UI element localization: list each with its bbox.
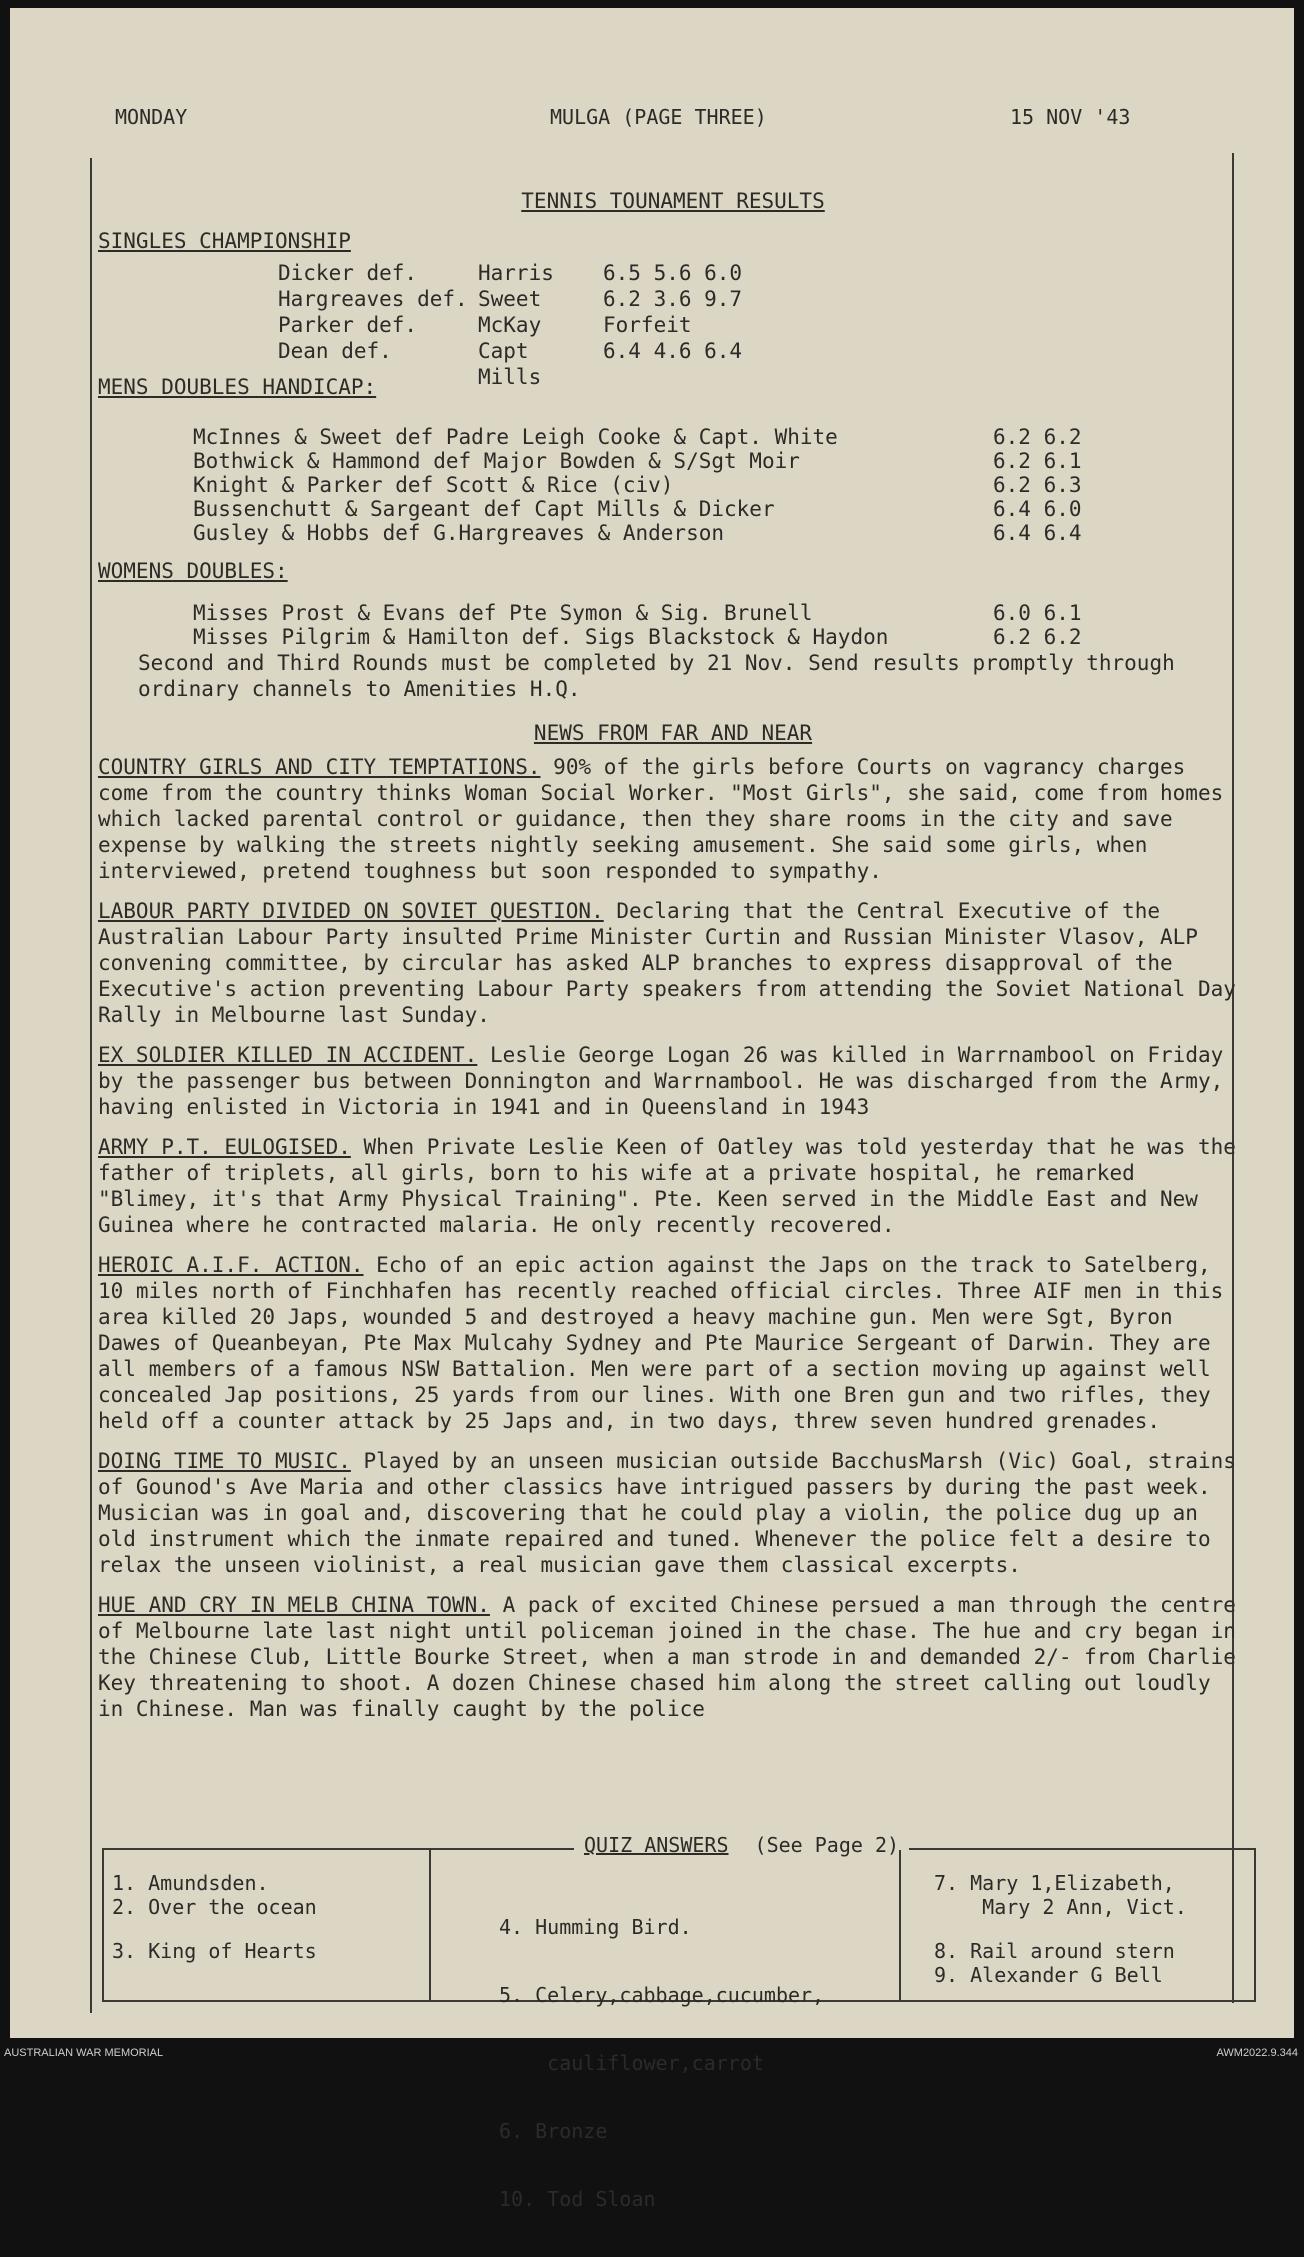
singles-row: Parker def. McKay Forfeit <box>278 313 692 337</box>
news-headline: DOING TIME TO MUSIC. <box>98 1449 351 1473</box>
quiz-divider <box>429 1850 431 2000</box>
mens-row: McInnes & Sweet def Padre Leigh Cooke & Capt. White 6.2 6.2 <box>193 425 1082 449</box>
mens-row: Knight & Parker def Scott & Rice (civ) 6.2 6.3 <box>193 473 1082 497</box>
quiz-column-2 <box>499 1872 824 2256</box>
mens-doubles-list <box>98 424 1248 544</box>
news-headline: EX SOLDIER KILLED IN ACCIDENT. <box>98 1043 478 1067</box>
header-date: 15 NOV '43 <box>1010 105 1131 129</box>
quiz-column-3 <box>934 1872 1187 1988</box>
quiz-answer: 10. Tod Sloan <box>499 2187 656 2211</box>
quiz-answers-box <box>102 1833 1256 2211</box>
news-item: HUE AND CRY IN MELB CHINA TOWN. A pack of excited Chinese persued a man through the centre of Melbourne late last night until policeman joined in the chase. The hue and cry began in the Chinese Club, Little Bourke Street, when a man strode in and demanded 2/- from Charlie Key threatening to shoot. A dozen Chinese chased him along the street calling out loudly in Chinese. Man was finally caught by the police <box>98 1593 1236 1721</box>
quiz-column-1 <box>112 1872 317 1964</box>
quiz-title: QUIZ ANSWERS <box>584 1833 729 1857</box>
news-item: ARMY P.T. EULOGISED. When Private Leslie Keen of Oatley was told yesterday that he was the father of triplets, all girls, born to his wife at a private hospital, he remarked "Blimey, it's that Army Physical Training". Pte. Keen served in the Middle East and New Guinea where he contracted malaria. He only recently recovered. <box>98 1135 1236 1237</box>
quiz-answer: Mary 2 Ann, Vict. <box>934 1895 1187 1919</box>
news-title: NEWS FROM FAR AND NEAR <box>533 721 813 745</box>
news-item: COUNTRY GIRLS AND CITY TEMPTATIONS. 90% of the girls before Courts on vagrancy charges come from the country thinks Woman Social Worker. "Most Girls", she said, come from homes which lacked parental control or guidance, then they share rooms in the city and save expense by walking the streets nightly seeking amusement. She said some girls, when interviewed, pretend toughness but soon responded to sympathy. <box>98 755 1224 883</box>
quiz-answer: 9. Alexander G Bell <box>934 1963 1163 1987</box>
quiz-answer: 6. Bronze <box>499 2119 608 2143</box>
footer-accession: AWM2022.9.344 <box>1216 2047 1298 2059</box>
quiz-answer: cauliflower,carrot <box>499 2051 764 2075</box>
quiz-answer: 1. Amundsden. <box>112 1871 269 1895</box>
quiz-answer: 2. Over the ocean <box>112 1895 317 1919</box>
quiz-answer: 3. King of Hearts <box>112 1939 317 1963</box>
womens-row: Misses Prost & Evans def Pte Symon & Sig. Brunell 6.0 6.1 <box>193 601 1082 625</box>
mens-row: Bothwick & Hammond def Major Bowden & S/Sgt Moir 6.2 6.1 <box>193 449 1082 473</box>
news-headline: COUNTRY GIRLS AND CITY TEMPTATIONS. <box>98 755 541 779</box>
header-title: MULGA (PAGE THREE) <box>550 105 767 129</box>
news-item: HEROIC A.I.F. ACTION. Echo of an epic action against the Japs on the track to Satelberg, 10 miles north of Finchhafen has recently reached official circles. Three AIF men in this area killed 20 Japs, wounded 5 and destroyed a heavy machine gun. Men were Sgt, Byron Dawes of Queanbeyan, Pte Max Mulcahy Sydney and Pte Maurice Sergeant of Darwin. They are all members of a famous NSW Battalion. Men were part of a section moving up against well concealed Jap positions, 25 yards from our lines. With one Bren gun and two rifles, they held off a counter attack by 25 Japs and, in two days, threw seven hundred grenades. <box>98 1253 1224 1433</box>
footer-source: AUSTRALIAN WAR MEMORIAL <box>4 2047 164 2059</box>
quiz-answer: 8. Rail around stern <box>934 1939 1175 1963</box>
mens-row: Gusley & Hobbs def G.Hargreaves & Anderson 6.4 6.4 <box>193 521 1082 545</box>
quiz-answer: 7. Mary 1,Elizabeth, <box>934 1871 1175 1895</box>
quiz-subtitle: (See Page 2) <box>754 1833 900 1857</box>
womens-row: Misses Pilgrim & Hamilton def. Sigs Blackstock & Haydon 6.2 6.2 <box>193 625 1082 649</box>
news-item: LABOUR PARTY DIVIDED ON SOVIET QUESTION. Declaring that the Central Executive of the Australian Labour Party insulted Prime Minister Curtin and Russian Minister Vlasov, ALP convening committee, by circular has asked ALP branches to express disapproval of the Executive's action preventing Labour Party speakers from attending the Soviet National Day Rally in Melbourne last Sunday. <box>98 899 1236 1027</box>
mens-row: Bussenchutt & Sargeant def Capt Mills & Dicker 6.4 6.0 <box>193 497 1082 521</box>
mens-doubles-title: MENS DOUBLES HANDICAP: <box>98 375 377 399</box>
news-item: EX SOLDIER KILLED IN ACCIDENT. Leslie George Logan 26 was killed in Warrnambool on Friday by the passenger bus between Donnington and Warrnambool. He was discharged from the Army, having enlisted in Victoria in 1941 and in Queensland in 1943 <box>98 1043 1224 1119</box>
quiz-divider <box>899 1850 901 2000</box>
womens-doubles-list <box>98 600 1248 648</box>
tennis-title: TENNIS TOUNAMENT RESULTS <box>521 189 825 213</box>
header-day: MONDAY <box>115 105 188 129</box>
main-content <box>98 188 1248 1736</box>
womens-doubles-title: WOMENS DOUBLES: <box>98 559 288 583</box>
quiz-answer: 4. Humming Bird. <box>499 1915 692 1939</box>
quiz-answer: 5. Celery,cabbage,cucumber, <box>499 1983 825 2007</box>
news-item: DOING TIME TO MUSIC. Played by an unseen musician outside BacchusMarsh (Vic) Goal, strains of Gounod's Ave Maria and other classics have intrigued passers by during the past week. Musician was in goal and, discovering that he could play a violin, the police dug up an old instrument which the inmate repaired and tuned. Whenever the police felt a desire to relax the unseen violinist, a real musician gave them classical excerpts. <box>98 1449 1236 1577</box>
left-border <box>90 158 92 2013</box>
singles-row: Dean def. Capt Mills 6.4 4.6 6.4 <box>278 339 743 389</box>
news-headline: HUE AND CRY IN MELB CHINA TOWN. <box>98 1593 490 1617</box>
tennis-note: Second and Third Rounds must be completed by 21 Nov. Send results promptly through ordinary channels to Amenities H.Q. <box>138 651 1175 701</box>
news-headline: LABOUR PARTY DIVIDED ON SOVIET QUESTION. <box>98 899 604 923</box>
news-headline: HEROIC A.I.F. ACTION. <box>98 1253 364 1277</box>
singles-row: Dicker def. Harris 6.5 5.6 6.0 <box>278 261 743 285</box>
singles-title: SINGLES CHAMPIONSHIP <box>98 229 351 253</box>
page-header <box>10 105 1294 139</box>
singles-row: Hargreaves def. Sweet 6.2 3.6 9.7 <box>278 287 743 311</box>
quiz-title-wrap <box>574 1834 909 1856</box>
news-headline: ARMY P.T. EULOGISED. <box>98 1135 351 1159</box>
